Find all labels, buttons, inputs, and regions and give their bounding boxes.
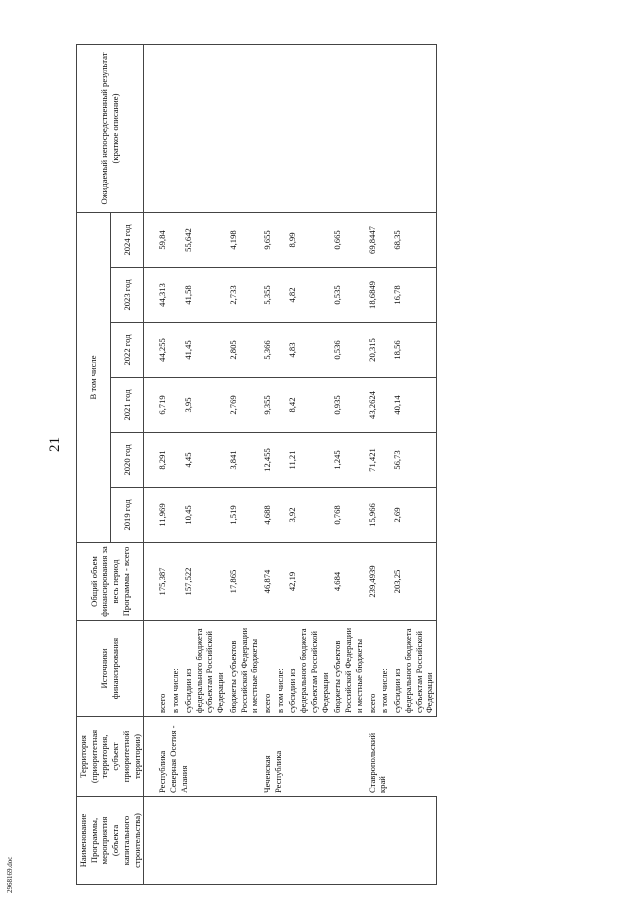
value-2020: 8,291 (156, 433, 169, 488)
value-2022: 0,536 (331, 323, 365, 378)
header-name: Наименование Программы, мероприятия (объекта капитального строительства) (77, 797, 144, 885)
source-cell: в том числе: (274, 621, 287, 717)
value-2023: 16,78 (391, 268, 436, 323)
value-2024: 59,84 (156, 213, 169, 268)
source-cell: всего (366, 621, 379, 717)
value-2019: 10,45 (182, 488, 227, 543)
value-2023: 18,6849 (366, 268, 379, 323)
value-2023: 44,313 (156, 268, 169, 323)
value-2020: 1,245 (331, 433, 365, 488)
total-cell: 46,874 (261, 543, 274, 621)
source-cell: в том числе: (169, 621, 182, 717)
header-2021: 2021 год (110, 378, 144, 433)
source-cell: в том числе: (378, 621, 391, 717)
source-cell: субсидии из федерального бюджета субъектам Российской Федерации (286, 621, 331, 717)
value-2023: 5,355 (261, 268, 274, 323)
value-2019: 1,519 (227, 488, 261, 543)
value-2023: 2,733 (227, 268, 261, 323)
header-2019: 2019 год (110, 488, 144, 543)
value-2023: 4,82 (286, 268, 331, 323)
total-cell: 42,19 (286, 543, 331, 621)
value-2022: 4,83 (286, 323, 331, 378)
value-2021: 43,2624 (366, 378, 379, 433)
value-2019: 4,688 (261, 488, 274, 543)
total-cell: 4,684 (331, 543, 365, 621)
header-2023: 2023 год (110, 268, 144, 323)
value-2024: 69,8447 (366, 213, 379, 268)
total-cell: 17,865 (227, 543, 261, 621)
rotated-table-container (76, 45, 616, 885)
territory-cell: Чеченская Республика (261, 717, 366, 797)
header-2022: 2022 год (110, 323, 144, 378)
value-2023: 0,535 (331, 268, 365, 323)
value-2019: 3,92 (286, 488, 331, 543)
territory-cell: Республика Северная Осетия - Алания (156, 717, 261, 797)
financing-table (76, 44, 437, 885)
header-2020: 2020 год (110, 433, 144, 488)
value-2022: 5,366 (261, 323, 274, 378)
value-2021: 8,42 (286, 378, 331, 433)
value-2022: 20,315 (366, 323, 379, 378)
header-including: В том числе (77, 213, 111, 543)
header-2024: 2024 год (110, 213, 144, 268)
value-2021: 0,935 (331, 378, 365, 433)
value-2022: 2,805 (227, 323, 261, 378)
value-2020: 12,455 (261, 433, 274, 488)
header-territory: Территория (приоритетная территория, субъект приоритетной территории) (77, 717, 144, 797)
value-2020: 56,73 (391, 433, 436, 488)
value-2021: 2,769 (227, 378, 261, 433)
total-cell: 239,4939 (366, 543, 379, 621)
source-cell: субсидии из федерального бюджета субъектам Российской Федерации (182, 621, 227, 717)
document-id: 2968169.doc (6, 856, 14, 893)
value-2020: 3,841 (227, 433, 261, 488)
header-total: Общий объем финансирования за весь период Программы - всего (77, 543, 144, 621)
value-2021: 3,95 (182, 378, 227, 433)
value-2019: 15,966 (366, 488, 379, 543)
table-row (366, 45, 379, 885)
value-2019: 11,969 (156, 488, 169, 543)
value-2024: 9,655 (261, 213, 274, 268)
value-2019: 2,69 (391, 488, 436, 543)
source-cell: бюджеты субъектов Российской Федерации и местные бюджеты (331, 621, 365, 717)
value-2023: 41,58 (182, 268, 227, 323)
value-2022: 41,45 (182, 323, 227, 378)
page-number: 21 (47, 437, 63, 452)
value-2019: 0,768 (331, 488, 365, 543)
value-2024: 55,642 (182, 213, 227, 268)
value-2021: 6,719 (156, 378, 169, 433)
value-2020: 71,421 (366, 433, 379, 488)
value-2024: 8,99 (286, 213, 331, 268)
total-cell: 157,522 (182, 543, 227, 621)
total-cell: 175,387 (156, 543, 169, 621)
source-cell: всего (261, 621, 274, 717)
value-2022: 18,56 (391, 323, 436, 378)
value-2024: 4,198 (227, 213, 261, 268)
value-2024: 68,35 (391, 213, 436, 268)
value-2024: 0,665 (331, 213, 365, 268)
table-row (261, 45, 274, 885)
value-2020: 11,21 (286, 433, 331, 488)
value-2021: 40,14 (391, 378, 436, 433)
territory-cell: Ставропольский край (366, 717, 437, 797)
source-cell: бюджеты субъектов Российской Федерации и местные бюджеты (227, 621, 261, 717)
value-2021: 9,355 (261, 378, 274, 433)
source-cell: всего (156, 621, 169, 717)
total-cell: 203,25 (391, 543, 436, 621)
header-result: Ожидаемый непосредственный результат (краткое описание) (77, 45, 144, 213)
value-2020: 4,45 (182, 433, 227, 488)
value-2022: 44,255 (156, 323, 169, 378)
header-source: Источники финансирования (77, 621, 144, 717)
source-cell: субсидии из федерального бюджета субъектам Российской Федерации (391, 621, 436, 717)
table-row (156, 45, 169, 885)
